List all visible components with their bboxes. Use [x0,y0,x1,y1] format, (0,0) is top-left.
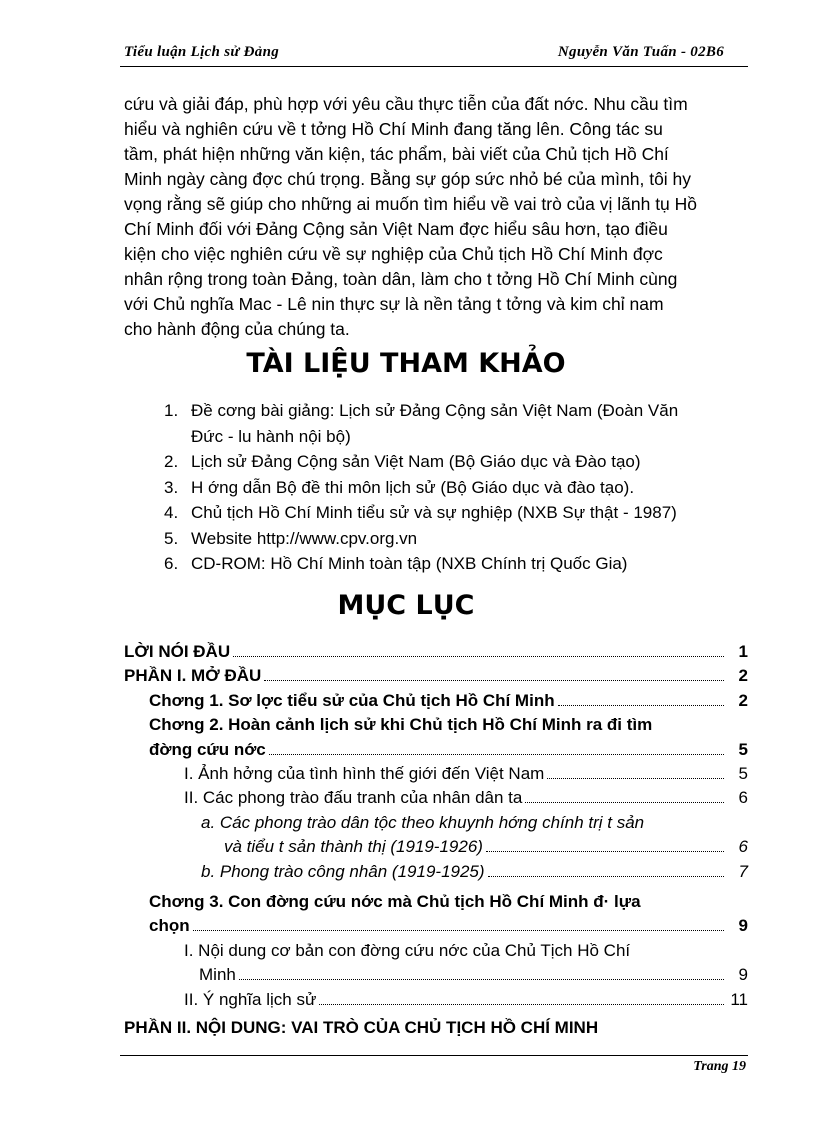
toc-entry-section-3-1[interactable] [124,939,748,988]
intro-line: Chí Minh đối với Đảng Cộng sản Việt Nam đợc hiểu sâu hơn, tạo điều [124,219,668,239]
reference-number: 3. [164,477,179,497]
intro-line: kiện cho việc nghiên cứu về sự nghiệp của Chủ tịch Hồ Chí Minh đợc [124,244,663,264]
reference-number: 5. [164,528,179,548]
toc-entry-part-2[interactable]: PHẦN II. NỘI DUNG: VAI TRÒ CỦA CHỦ TỊCH HỒ CHÍ MINH [124,1018,599,1038]
header-author: Nguyễn Văn Tuấn - 02B6 [557,44,724,60]
toc-entry-label-line: a. Các phong trào dân tộc theo khuynh hớng chính trị t sản [201,812,645,832]
toc-page-number: 5 [738,739,748,759]
toc-entry-label-line: Chơng 2. Hoàn cảnh lịch sử khi Chủ tịch Hồ Chí Minh ra đi tìm [149,715,653,735]
references-list [164,398,764,577]
toc-entry-label: Chơng 1. Sơ lợc tiểu sử của Chủ tịch Hồ Chí Minh [149,690,555,710]
toc-page-number: 2 [738,666,748,686]
footer-rule [120,1055,748,1056]
reference-text: Website http://www.cpv.org.vn [191,528,418,548]
toc-page-number: 11 [730,989,748,1009]
reference-number: 2. [164,452,179,471]
intro-paragraph [124,92,764,342]
toc-entry-chapter-3[interactable] [124,890,748,939]
reference-number: 1. [164,401,179,420]
toc-entry-label: đờng cứu nớc [149,739,266,759]
toc-entry-chapter-2[interactable] [124,713,748,762]
toc-entry-label-line: I. Nội dung cơ bản con đờng cứu nớc của Chủ Tịch Hồ Chí [184,940,631,960]
toc-entry-foreword[interactable] [124,640,748,664]
toc-dot-leader [193,930,724,931]
references-heading: TÀI LIỆU THAM KHẢO [246,348,566,379]
toc-entry-label: II. Các phong trào đấu tranh của nhân dân ta [184,788,523,808]
intro-line: cho hành động của chúng ta. [124,319,350,339]
intro-line: vọng rằng sẽ giúp cho những ai muốn tìm hiểu về vai trò của vị lãnh tụ Hồ [124,194,698,214]
toc-entry-label-line: Chơng 3. Con đờng cứu nớc mà Chủ tịch Hồ Chí Minh đ· lựa [149,892,641,912]
toc-page-number: 9 [738,916,748,936]
table-of-contents [124,640,748,1041]
toc-page-number: 1 [738,642,748,661]
toc-entry-subsection-a[interactable] [124,811,748,860]
toc-entry-subsection-b[interactable] [124,860,748,884]
reference-item [164,449,764,475]
reference-item [164,526,764,552]
header-left-title: Tiểu luận Lịch sử Đảng [124,44,280,60]
header-rule [120,66,748,67]
toc-page-number: 6 [738,788,748,808]
reference-text: Lịch sử Đảng Cộng sản Việt Nam (Bộ Giáo dục và Đào tạo) [191,452,641,471]
reference-text: Đề cơng bài giảng: Lịch sử Đảng Cộng sản Việt Nam (Đoàn Văn [191,401,679,420]
reference-item [164,475,764,501]
toc-page-number: 7 [738,861,748,881]
toc-dot-leader [264,680,724,681]
reference-item [164,398,764,449]
intro-line: nhân rộng trong toàn Đảng, toàn dân, làm cho t tởng Hồ Chí Minh cùng [124,269,678,289]
toc-dot-leader [319,1004,724,1005]
toc-page-number: 2 [738,690,748,710]
toc-entry-chapter-1[interactable] [124,689,748,713]
toc-entry-label: và tiểu t sản thành thị (1919-1926) [224,837,483,857]
toc-entry-part-1[interactable] [124,664,748,688]
toc-entry-label: PHẦN I. MỞ ĐẦU [124,666,262,686]
toc-entry-label: II. Ý nghĩa lịch sử [184,989,317,1009]
toc-heading: MỤC LỤC [337,590,475,621]
toc-dot-leader [547,778,724,779]
toc-dot-leader [558,705,724,706]
reference-number: 4. [164,503,179,522]
footer-page-number: Trang 19 [693,1059,746,1074]
toc-dot-leader [525,802,724,803]
toc-page-number: 9 [738,965,748,985]
intro-line: cứu và giải đáp, phù hợp với yêu cầu thực tiễn của đất nớc. Nhu cầu tìm [124,94,688,114]
toc-page-number: 5 [738,764,748,784]
reference-text: Chủ tịch Hồ Chí Minh tiểu sử và sự nghiệp (NXB Sự thật - 1987) [191,503,677,522]
reference-item [164,500,764,526]
toc-dot-leader [488,876,724,877]
intro-line: tầm, phát hiện những văn kiện, tác phẩm, bài viết của Chủ tịch Hồ Chí [124,144,669,164]
intro-line: với Chủ nghĩa Mac - Lê nin thực sự là nền tảng t tởng và kim chỉ nam [124,294,664,314]
reference-item [164,551,764,577]
toc-entry-label: I. Ảnh hởng của tình hình thế giới đến Việt Nam [184,764,545,784]
toc-dot-leader [269,754,724,755]
toc-entry-label: Minh [199,965,236,985]
toc-entry-label: chọn [149,916,190,936]
reference-text-continued: Đức - lu hành nội bộ) [191,426,351,446]
reference-number: 6. [164,554,179,573]
toc-dot-leader [486,851,724,852]
toc-entry-label: LỜI NÓI ĐẦU [124,642,231,661]
toc-entry-label: b. Phong trào công nhân (1919-1925) [201,861,485,881]
toc-entry-section-1[interactable] [124,762,748,786]
toc-entry-section-3-2[interactable] [124,988,748,1012]
toc-dot-leader [233,656,724,657]
reference-text: CD-ROM: Hồ Chí Minh toàn tập (NXB Chính trị Quốc Gia) [191,554,628,573]
toc-page-number: 6 [738,837,748,857]
intro-line: hiểu và nghiên cứu về t tởng Hồ Chí Minh đang tăng lên. Công tác su [124,119,663,139]
toc-entry-section-2[interactable] [124,786,748,810]
reference-text: H ớng dẫn Bộ đề thi môn lịch sử (Bộ Giáo dục và đào tạo). [191,477,635,497]
intro-line: Minh ngày càng đợc chú trọng. Bằng sự góp sức nhỏ bé của mình, tôi hy [124,169,692,189]
toc-dot-leader [239,979,724,980]
